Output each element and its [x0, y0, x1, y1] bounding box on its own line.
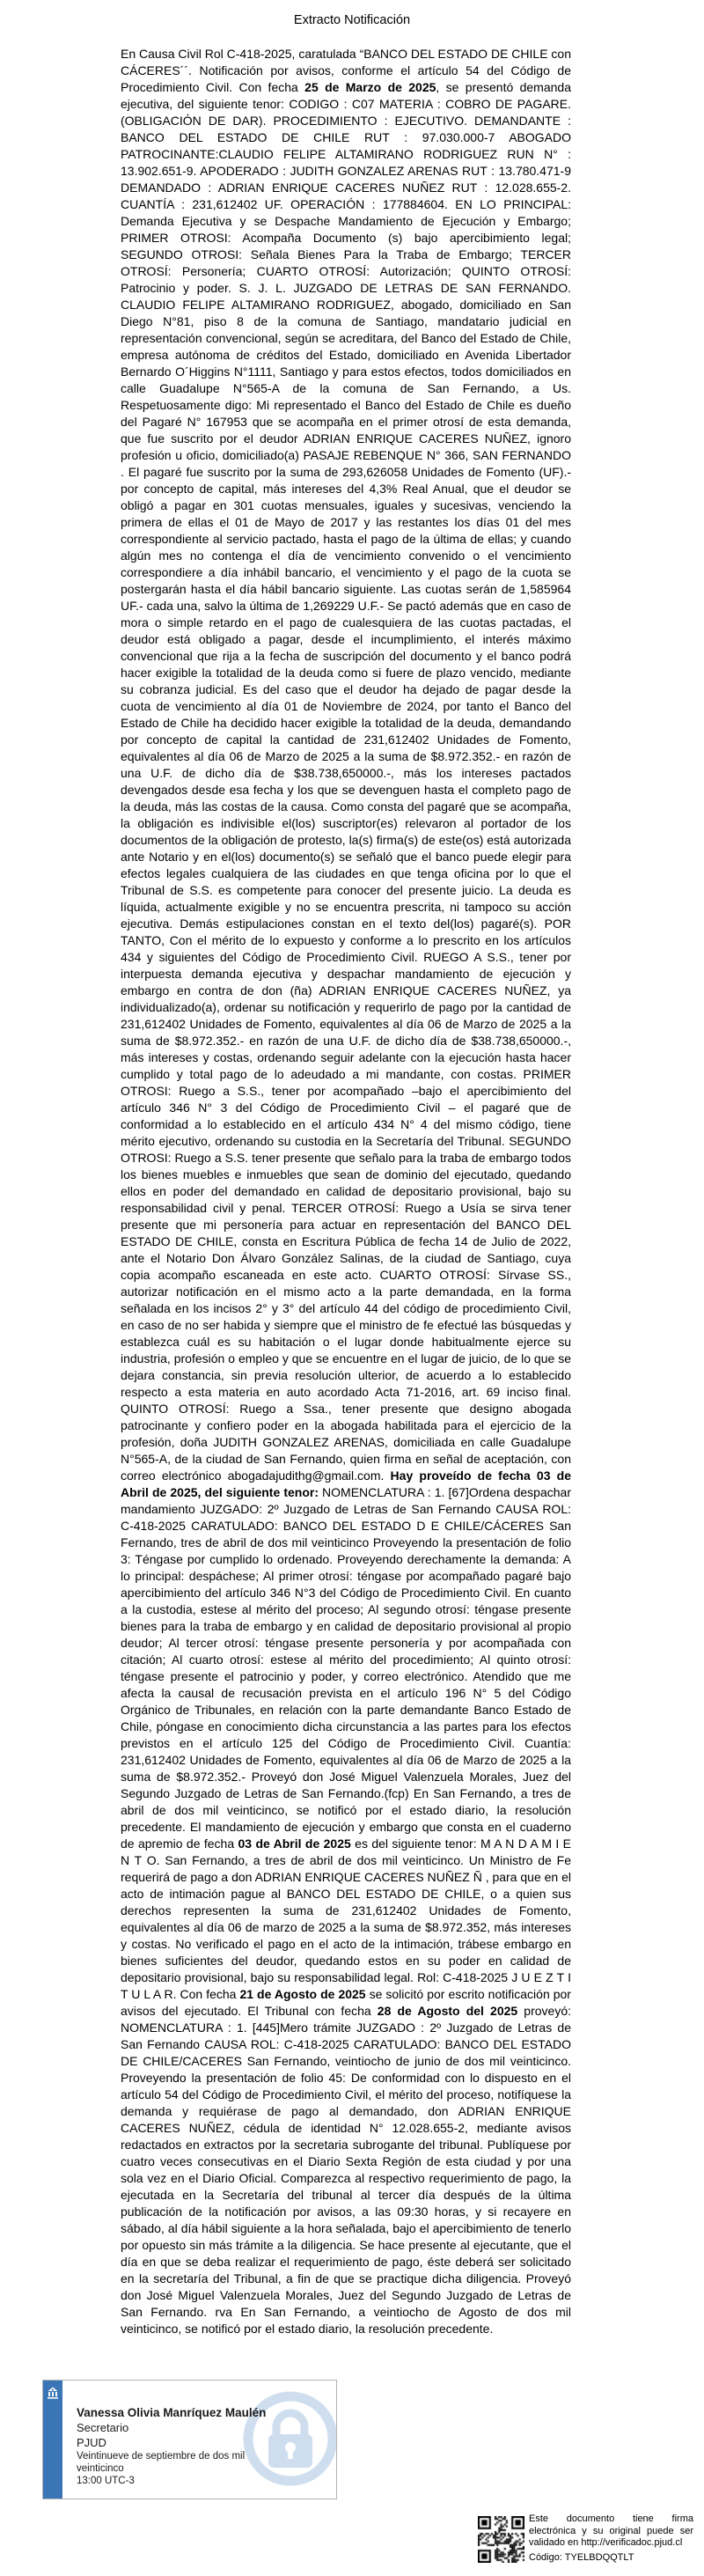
verification-code-label: Código: — [529, 2552, 562, 2563]
verification-message: Este documento tiene firma electrónica y su original puede ser validado en — [529, 2513, 693, 2548]
notification-body-text: En Causa Civil Rol C-418-2025, caratulada “BANCO DEL ESTADO DE CHILE con CÁCERES´´. Notificación por avisos, conforme el artículo 54 del Código de Procedimiento Civil. Con fecha 25 de Marzo de 2025, se presentó demanda ejecutiva, del siguiente tenor: CODIGO : C07 MATERIA : COBRO DE PAGARE. (OBLIGACIÓN DE DAR). PROCEDIMIENTO : EJECUTIVO. DEMANDANTE : BANCO DEL ESTADO DE CHILE RUT : 97.030.000-7 ABOGADO PATROCINANTE:CLAUDIO FELIPE ALTAMIRANO RODRIGUEZ RUN N° : 13.902.651-9. APODERADO : JUDITH GONZALEZ ARENAS RUT : 13.780.471-9 DEMANDADO : ADRIAN ENRIQUE CACERES NUÑEZ RUT : 12.028.655-2. CUANTÍA : 231,612402 UF. OPERACIÓN : 177884604. EN LO PRINCIPAL: Demanda Ejecutiva y se Despache Mandamiento de Ejecución y Embargo; PRIMER OTROSI: Acompaña Documento (s) bajo apercibimiento legal; SEGUNDO OTROSI: Señala Bienes Para la Traba de Embargo; TERCER OTROSÍ: Personería; CUARTO OTROSÍ: Autorización; QUINTO OTROSÍ: Patrocinio y poder. S. J. L. JUZGADO DE LETRAS DE SAN FERNANDO. CLAUDIO FELIPE ALTAMIRANO RODRIGUEZ, abogado, domiciliado en San Diego N°81, piso 8 de la comuna de Santiago, mandatario judicial en representación convencional, según se acreditara, del Banco del Estado de Chile, empresa autónoma de créditos del Estado, domiciliado en Avenida Libertador Bernardo O´Higgins N°1111, Santiago y para estos efectos, todos domiciliados en calle Guadalupe N°565-A de la comuna de San Fernando, a Us. Respetuosamente digo: Mi representado el Banco del Estado de Chile es dueño del Pagaré N° 167953 que se acompaña en el primer otrosí de esta demanda, que fue suscrito por el deudor ADRIAN ENRIQUE CACERES NUÑEZ, ignoro profesión u oficio, domiciliado(a) PASAJE REBENQUE N° 366, SAN FERNANDO . El pagaré fue suscrito por la suma de 293,626058 Unidades de Fomento (UF).- por concepto de capital, más intereses del 4,3% Real Anual, que el deudor se obligó a pagar en 301 cuotas mensuales, iguales y sucesivas, venciendo la primera de ellas el 01 de Mayo de 2017 y las restantes los días 01 del mes correspondiente al servicio pactado, hasta el pago de la última de ellas; y cuando algún mes no contenga el día de vencimiento convenido o el vencimiento correspondiere a día inhábil bancario, el vencimiento y el pago de la cuota se postergarán hasta el día hábil bancario siguiente. Las cuotas serán de 1,585964 UF.- cada una, salvo la última de 1,269229 U.F.- Se pactó además que en caso de mora o simple retardo en el pago de cualesquiera de las cuotas pactadas, el deudor está obligado a pagar, desde el incumplimiento, el interés máximo convencional que rija a la fecha de suscripción del documento y el banco podrá hacer exigible la totalidad de la deuda como si fuere de plazo vencido, mediante su cobranza judicial. Es del caso que el deudor ha dejado de pagar desde la cuota de vencimiento al día 01 de Noviembre de 2024, por tanto el Banco del Estado de Chile ha decidido hacer exigible la totalidad de la deuda, demandando por concepto de capital la cantidad de 231,612402 Unidades de Fomento, equivalentes al día 06 de Marzo de 2025 a la suma de $8.972.352.- en razón de una U.F. de dicho día de $38.738,650000.-, más los intereses pactados devengados desde esa fecha y los que se devenguen hasta el completo pago de la deuda, más las costas de la causa. Como consta del pagaré que se acompaña, la obligación es indivisible el(los) suscriptor(es) relevaron al portador de los documentos de la obligación de protesto, la(s) firma(s) de este(os) está autorizada ante Notario y en el(los) documento(s) se señaló que el banco puede elegir para efectos legales cualquiera de las ciudades en que tenga oficina por lo que el Tribunal de S.S. es competente para conocer del presente juicio. La deuda es líquida, actualmente exigible y no se encuentra prescrita, ni tampoco su acción ejecutiva. Demás estipulaciones constan en el texto del(los) pagaré(s). POR TANTO, Con el mérito de lo expuesto y conforme a lo prescrito en los artículos 434 y siguientes del Código de Procedimiento Civil. RUEGO A S.S., tener por interpuesta demanda ejecutiva y despachar mandamiento de ejecución y embargo en contra de don (ña) ADRIAN ENRIQUE CACERES NUÑEZ, ya individualizado(a), ordenar su notificación y requerirlo de pago por la cantidad de 231,612402 Unidades de Fomento, equivalentes al día 06 de Marzo de 2025 a la suma de $8.972.352.- en razón de una U.F. de dicho día de $38.738,650000.-, más intereses y costas, ordenando seguir adelante con la ejecución hasta hacer cumplido y total pago de lo adeudado a mi mandante, con costas. PRIMER OTROSI: Ruego a S.S., tener por acompañado –bajo el apercibimiento del artículo 346 N° 3 del Código de Procedimiento Civil – el pagaré que de conformidad a lo establecido en el artículo 434 N° 4 del mismo código, tiene mérito ejecutivo, ordenando su custodia en la Secretaría del Tribunal. SEGUNDO OTROSI: Ruego a S.S. tener presente que señalo para la traba de embargo todos los bienes muebles e inmuebles que sean de dominio del ejecutado, quedando ellos en poder del demandado en calidad de depositario provisional, bajo su responsabilidad civil y penal. TERCER OTROSÍ: Ruego a Usía se sirva tener presente que mi personería para actuar en representación del BANCO DEL ESTADO DE CHILE, consta en Escritura Pública de fecha 14 de Julio de 2022, ante el Notario Don Álvaro González Salinas, de la ciudad de Santiago, cuya copia acompaño escaneada en este acto. CUARTO OTROSÍ: Sírvase SS., autorizar notificación en el mismo acto a la parte demandada, en la forma señalada en los incisos 2° y 3° del artículo 44 del código de procedimiento Civil, en caso de no ser habida y siempre que el ministro de fe efectué las búsquedas y establezca cuál es su habitación o el lugar donde habitualmente ejerce su industria, profesión o empleo y que se encuentre en el lugar de juicio, de lo que se dejara constancia, sin previa resolución ulterior, de acuerdo a lo establecido respecto a esta materia en auto acordado Acta 71-2016, art. 69 inciso final. QUINTO OTROSÍ: Ruego a Ssa., tener presente que designo abogada patrocinante y confiero poder en la abogada habilitada para el ejercicio de la profesión, doña JUDITH GONZALEZ ARENAS, domiciliada en calle Guadalupe N°565-A, de la ciudad de San Fernando, quien firma en señal de aceptación, con correo electrónico abogadajudithg@gmail.com. Hay proveído de fecha 03 de Abril de 2025, del siguiente tenor: NOMENCLATURA : 1. [67]Ordena despachar mandamiento JUZGADO: 2º Juzgado de Letras de San Fernando CAUSA ROL: C-418-2025 CARATULADO: BANCO DEL ESTADO D E CHILE/CÁCERES San Fernando, tres de abril de dos mil veinticinco Proveyendo la presentación de folio 3: Téngase por cumplido lo ordenado. Proveyendo derechamente la demanda: A lo principal: despáchese; Al primer otrosí: téngase por acompañado pagaré bajo apercibimiento del artículo 346 N°3 del Código de Procedimiento Civil. En cuanto a la custodia, estese al mérito del proceso; Al segundo otrosí: téngase presente bienes para la traba de embargo y en calidad de depositario provisional al propio deudor; Al tercer otrosí: téngase presente personería y por acompañada con citación; Al cuarto otrosí: estese al mérito del procedimiento; Al quinto otrosí: téngase presente el patrocinio y poder, y correo electrónico. Atendido que me afecta la causal de recusación prevista en el artículo 196 N° 5 del Código Orgánico de Tribunales, en relación con la parte demandante Banco Estado de Chile, póngase en conocimiento dicha circunstancia a las partes para los efectos previstos en el artículo 125 del Código de Procedimiento Civil. Cuantía: 231,612402 Unidades de Fomento, equivalentes al día 06 de Marzo de 2025 a la suma de $8.972.352.- Proveyó don José Miguel Valenzuela Morales, Juez del Segundo Juzgado de Letras de San Fernando.(fcp) En San Fernando, a tres de abril de dos mil veinticinco, se notificó por el estado diario, la resolución precedente. El mandamiento de ejecución y embargo que consta en el cuaderno de apremio de fecha 03 de Abril de 2025 es del siguiente tenor: M A N D A M I E N T O. San Fernando, a tres de abril de dos mil veinticinco. Un Ministro de Fe requerirá de pago a don ADRIAN ENRIQUE CACERES NUÑEZ Ñ , para que en el acto de intimación pague al BANCO DEL ESTADO DE CHILE, o a quien sus derechos representen la suma de 231,612402 Unidades de Fomento, equivalentes al día 06 de marzo de 2025 a la suma de $8.972.352, más intereses y costas. No verificado el pago en el acto de la intimación, trábese embargo en bienes suficientes del deudor, quedando estos en su poder en calidad de depositario provisional, bajo su responsabilidad legal. Rol: C-418-2025 J U E Z T I T U L A R. Con fecha 21 de Agosto de 2025 se solicitó por escrito notificación por avisos del ejecutado. El Tribunal con fecha 28 de Agosto del 2025 proveyó: NOMENCLATURA : 1. [445]Mero trámite JUZGADO : 2º Juzgado de Letras de San Fernando CAUSA ROL: C-418-2025 CARATULADO: BANCO DEL ESTADO DE CHILE/CACERES San Fernando, veintiocho de junio de dos mil veinticinco. Proveyendo la presentación de folio 45: De conformidad con lo dispuesto en el artículo 54 del Código de Procedimiento Civil, el mérito del proceso, notifíquese la demanda y requiérase de pago al demandado, don ADRIAN ENRIQUE CACERES NUÑEZ, cédula de identidad N° 12.028.655-2, mediante avisos redactados en extractos por la secretaria subrogante del tribunal. Publíquese por cuatro veces consecutivas en el Diario Sexta Región de esta ciudad y por una sola vez en el Diario Oficial. Comparezca al respectivo requerimiento de pago, la ejecutada en la Secretaría del tribunal al tercer día después de la última publicación de la notificación por avisos, a las 09:30 horas, y si recayere en sábado, al día hábil siguiente a la hora señalada, bajo el apercibimiento de tenerlo por opuesto sin más trámite a la diligencia. Se hace presente al ejecutante, que el día en que se deba realizar el requerimiento de pago, éste deberá ser solicitado en la secretaría del Tribunal, a fin de que se practique dicha diligencia. Proveyó don José Miguel Valenzuela Morales, Juez del Segundo Juzgado de Letras de San Fernando. rva En San Fernando, a veintiocho de Agosto de dos mil veinticinco, se notificó por el estado diario, la resolución precedente. — [121, 47, 572, 2336]
signer-organization: PJUD — [77, 2436, 106, 2449]
verification-text — [529, 2513, 693, 2550]
document-title: Extracto Notificación — [293, 13, 411, 27]
verification-code — [529, 2552, 634, 2563]
signature-block — [42, 2380, 337, 2499]
signature-date: Veintinueve de septiembre de dos mil veinticinco — [77, 2451, 246, 2474]
verification-code-value: TYELBDQQTLT — [564, 2552, 634, 2563]
signature-details — [77, 2405, 279, 2487]
signature-time: 13:00 UTC-3 — [77, 2476, 135, 2486]
qr-code — [478, 2516, 524, 2563]
signer-role: Secretario — [77, 2421, 129, 2434]
signer-name: Vanessa Olivia Manríquez Maulén — [77, 2406, 267, 2419]
signature-accent-bar — [43, 2381, 62, 2499]
verification-url: http://verificadoc.pjud.cl — [581, 2537, 683, 2548]
